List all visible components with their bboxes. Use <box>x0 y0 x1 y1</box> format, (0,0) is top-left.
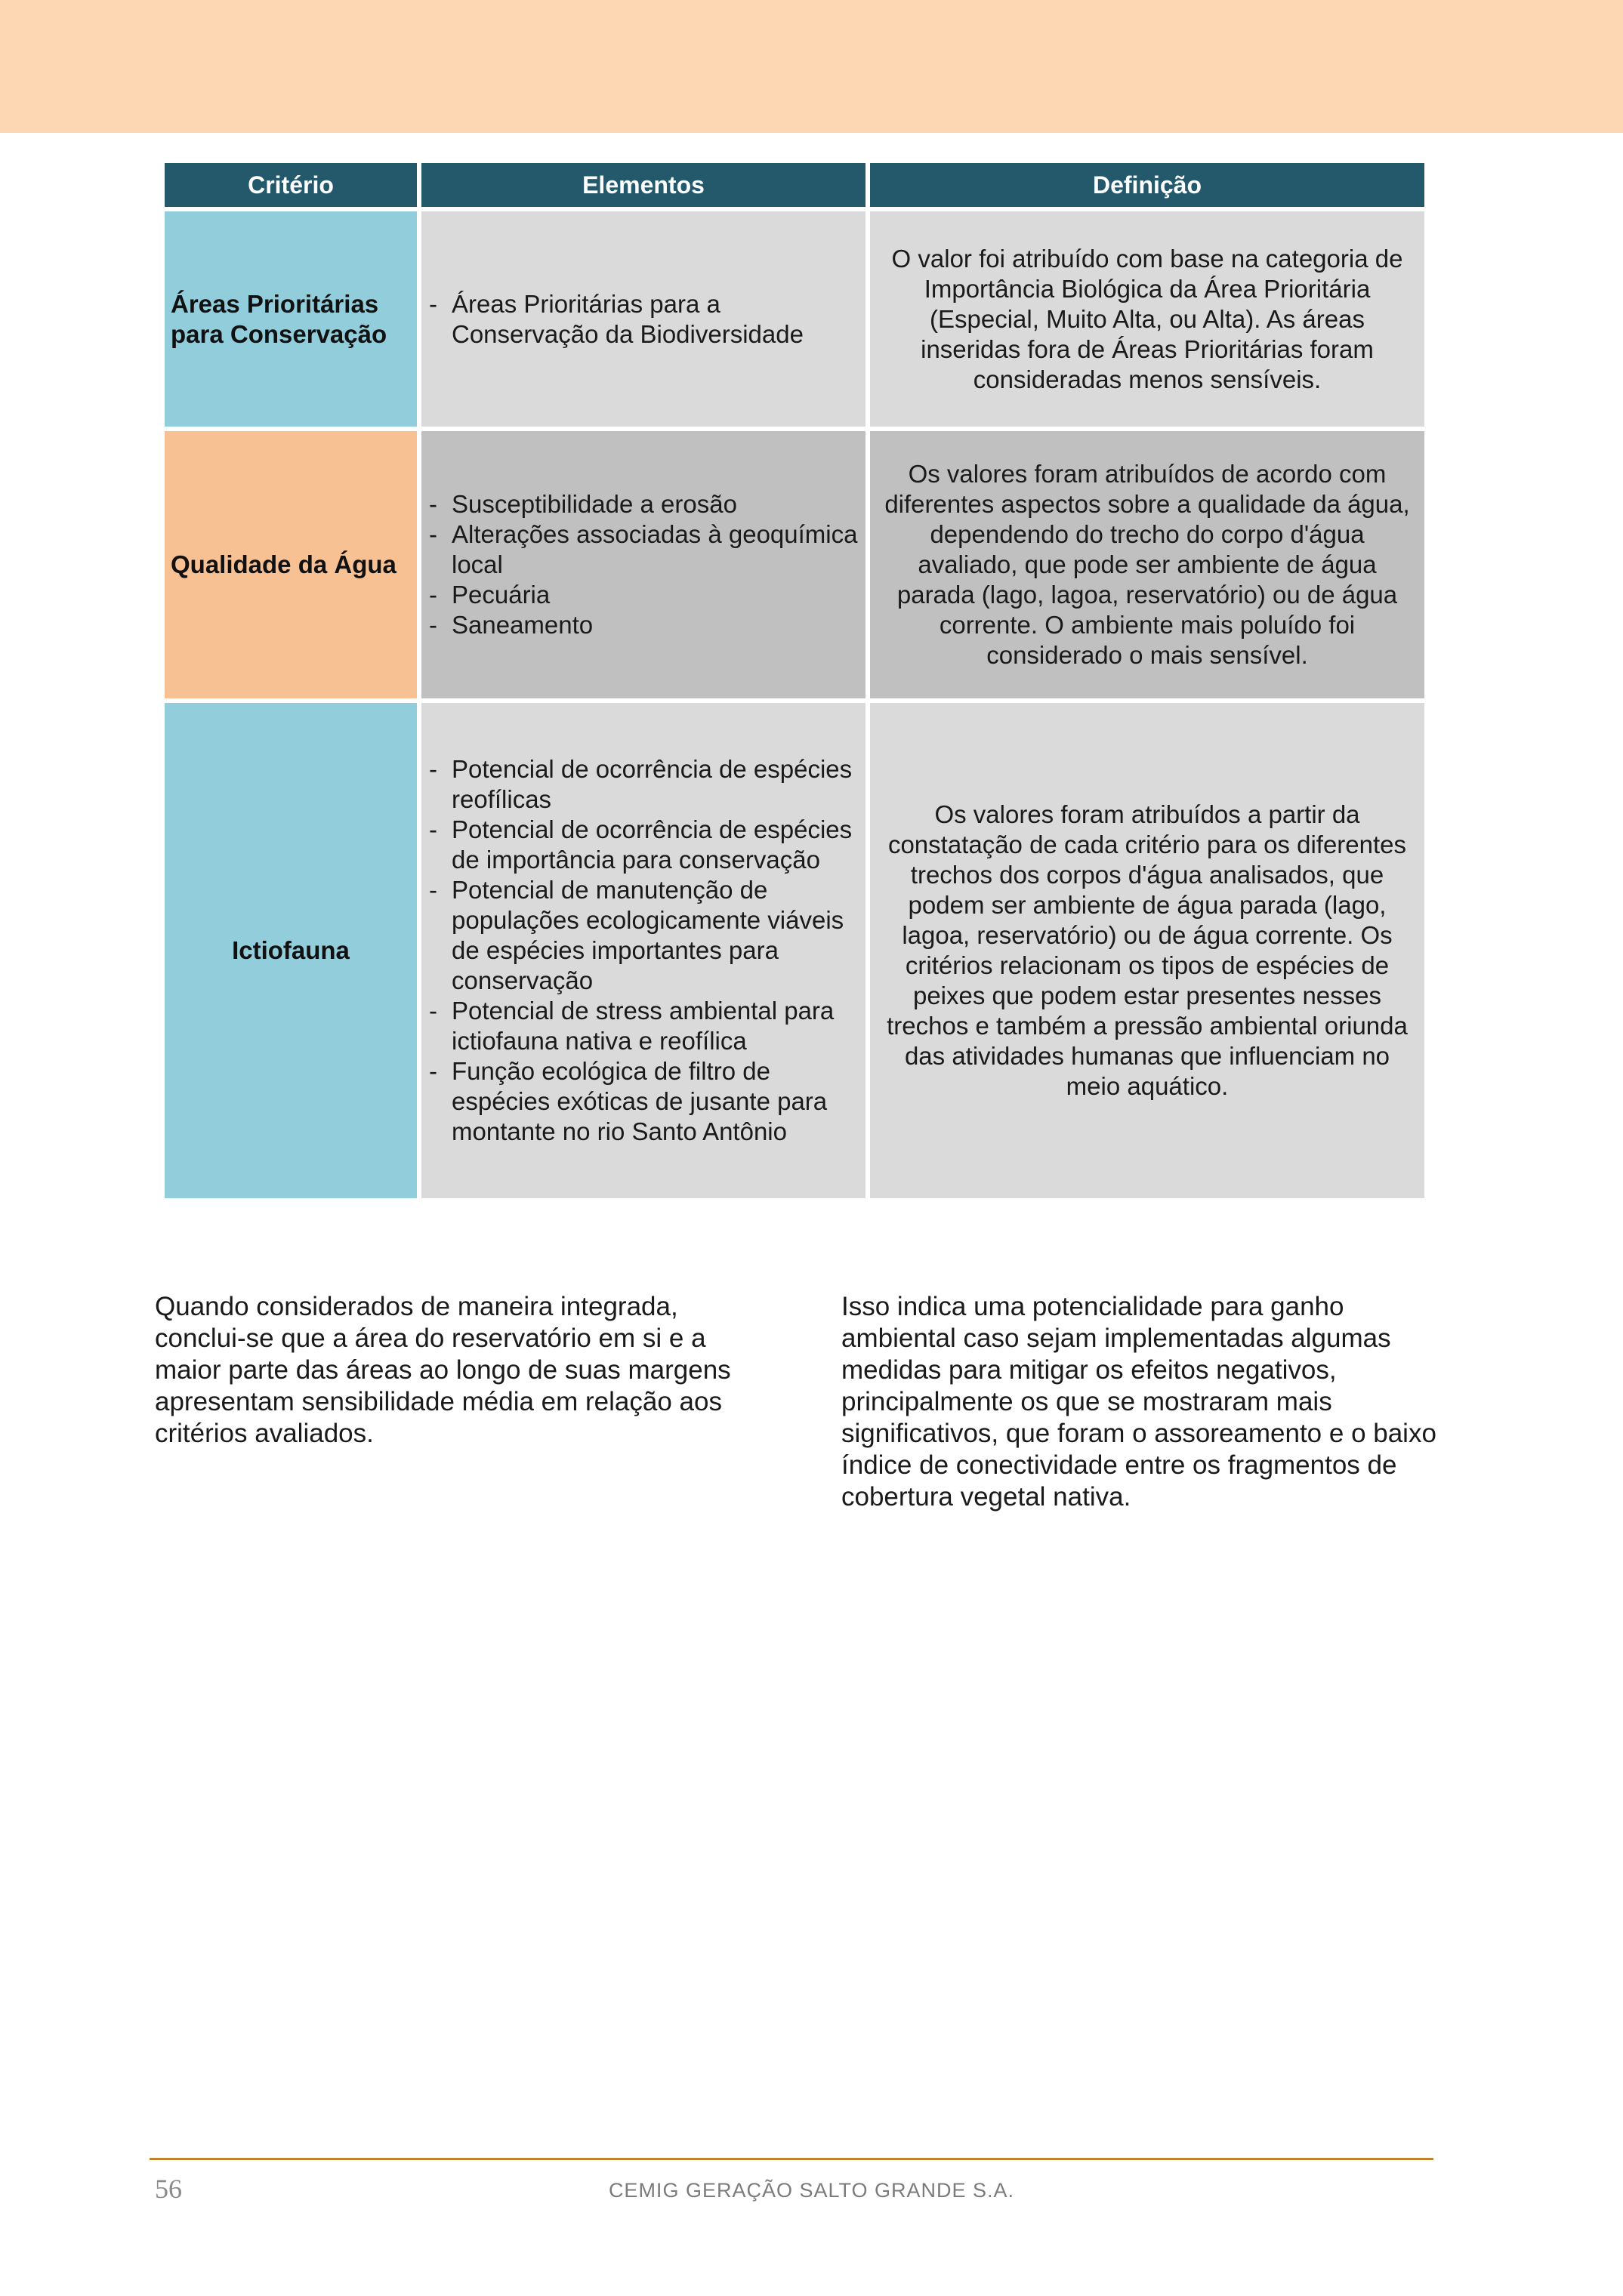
list-item: - Áreas Prioritárias para a Conservação da Biodiversidade <box>429 289 861 350</box>
list-item: - Potencial de ocorrência de espécies de importância para conservação <box>429 815 861 875</box>
list-item: - Potencial de ocorrência de espécies reofílicas <box>429 754 861 815</box>
elements-list <box>421 489 865 640</box>
elements-list <box>421 289 865 350</box>
page-number: 56 <box>155 2174 182 2204</box>
definition-cell: Os valores foram atribuídos a partir da constatação de cada critério para os diferentes trechos dos corpos d'água analisados, que podem ser ambiente de água parada (lago, lagoa, reservatório) ou de água corrente. Os critérios relacionam os tipos de espécies de peixes que podem estar presentes nesses trechos e também a pressão ambiental oriunda das atividades humanas que influenciam no meio aquático. <box>870 703 1424 1198</box>
elements-cell <box>421 211 865 427</box>
header-elementos: Elementos <box>421 163 865 207</box>
body-paragraph-left: Quando considerados de maneira integrada, conclui-se que a área do reservatório em si e a maior parte das áreas ao longo de suas margens apresentam sensibilidade média em relação aos critérios avaliados. <box>155 1292 731 1448</box>
list-item: - Pecuária <box>429 580 861 610</box>
table-row <box>165 431 1424 698</box>
table-header-row <box>165 163 1424 207</box>
definition-cell: Os valores foram atribuídos de acordo com diferentes aspectos sobre a qualidade da água, dependendo do trecho do corpo d'água avaliado, que pode ser ambiente de água parada (lago, lagoa, reservatório) ou de água corrente. O ambiente mais poluído foi considerado o mais sensível. <box>870 431 1424 698</box>
elements-cell <box>421 703 865 1198</box>
criterion-cell: Áreas Prioritárias para Conservação <box>165 211 417 427</box>
elements-cell <box>421 431 865 698</box>
list-item: - Função ecológica de filtro de espécies exóticas de jusante para montante no rio Santo Antônio <box>429 1056 861 1147</box>
definition-cell: O valor foi atribuído com base na categoria de Importância Biológica da Área Prioritária (Especial, Muito Alta, ou Alta). As áreas inseridas fora de Áreas Prioritárias foram consideradas menos sensíveis. <box>870 211 1424 427</box>
criterion-cell: Qualidade da Água <box>165 431 417 698</box>
table-row <box>165 211 1424 427</box>
footer-organization: CEMIG GERAÇÃO SALTO GRANDE S.A. <box>608 2179 1015 2202</box>
header-criterio: Critério <box>165 163 417 207</box>
list-item: - Saneamento <box>429 610 861 640</box>
criteria-table <box>160 159 1429 1203</box>
list-item: - Potencial de manutenção de populações ecologicamente viáveis de espécies importantes para conservação <box>429 875 861 996</box>
table-row <box>165 703 1424 1198</box>
list-item: - Susceptibilidade a erosão <box>429 489 861 519</box>
footer-rule <box>150 2158 1433 2160</box>
top-header-band <box>0 0 1623 133</box>
header-definicao: Definição <box>870 163 1424 207</box>
criterion-cell: Ictiofauna <box>165 703 417 1198</box>
elements-list <box>421 754 865 1147</box>
list-item: - Potencial de stress ambiental para ictiofauna nativa e reofílica <box>429 996 861 1056</box>
list-item: - Alterações associadas à geoquímica local <box>429 519 861 580</box>
body-paragraph-right: Isso indica uma potencialidade para ganho ambiental caso sejam implementadas algumas medidas para mitigar os efeitos negativos, principalmente os que se mostraram mais significativos, que foram o assoreamento e o baixo índice de conectividade entre os fragmentos de cobertura vegetal nativa. <box>841 1292 1436 1512</box>
